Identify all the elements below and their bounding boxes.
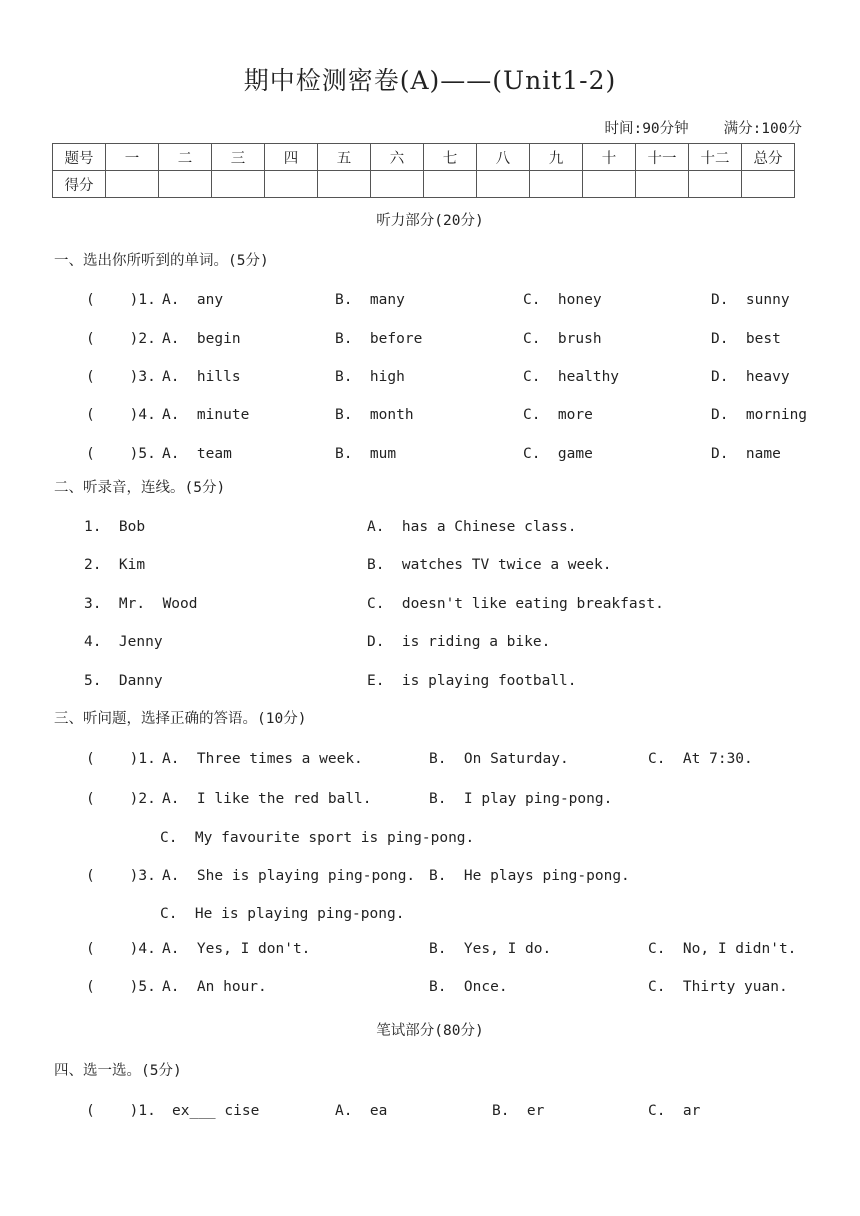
score-table-score-row — [53, 171, 795, 198]
score-blank-cell[interactable] — [583, 171, 636, 198]
score-cell: 四 — [265, 144, 318, 171]
section4-heading: 四、选一选。(5分) — [54, 1063, 182, 1079]
option-b: B. Yes, I do. — [429, 941, 552, 957]
score-cell: 九 — [530, 144, 583, 171]
score-cell: 十 — [583, 144, 636, 171]
score-cell: 总分 — [742, 144, 795, 171]
question-number[interactable]: ( )3. — [86, 369, 156, 385]
match-left-item[interactable]: 1. Bob — [84, 519, 146, 535]
match-right-item[interactable]: A. has a Chinese class. — [367, 519, 577, 535]
option-c: C. honey — [523, 292, 602, 308]
option-a: A. minute — [162, 407, 250, 423]
option-c: C. He is playing ping-pong. — [160, 906, 405, 922]
question-number[interactable]: ( )5. — [86, 979, 156, 995]
score-blank-cell[interactable] — [530, 171, 583, 198]
option-c: C. ar — [648, 1103, 701, 1119]
option-b: B. I play ping-pong. — [429, 791, 613, 807]
option-a: A. begin — [162, 331, 241, 347]
score-blank-cell[interactable] — [265, 171, 318, 198]
option-d: D. best — [711, 331, 781, 347]
question-number[interactable]: ( )1. — [86, 292, 156, 308]
score-cell: 七 — [424, 144, 477, 171]
score-blank-cell[interactable] — [106, 171, 159, 198]
score-cell: 六 — [371, 144, 424, 171]
option-a: A. Three times a week. — [162, 751, 363, 767]
option-b: B. month — [335, 407, 414, 423]
option-a: A. team — [162, 446, 232, 462]
score-cell: 二 — [159, 144, 212, 171]
option-b: B. He plays ping-pong. — [429, 868, 630, 884]
score-cell: 一 — [106, 144, 159, 171]
score-blank-cell[interactable] — [477, 171, 530, 198]
option-b: B. before — [335, 331, 423, 347]
option-c: C. brush — [523, 331, 602, 347]
score-blank-cell[interactable] — [742, 171, 795, 198]
question-number[interactable]: ( )3. — [86, 868, 156, 884]
score-blank-cell[interactable] — [212, 171, 265, 198]
score-cell: 十二 — [689, 144, 742, 171]
fill-blank-word: ex___ cise — [172, 1103, 260, 1119]
option-c: C. more — [523, 407, 593, 423]
score-table-header-row — [53, 144, 795, 171]
match-right-item[interactable]: D. is riding a bike. — [367, 634, 551, 650]
option-a: A. An hour. — [162, 979, 267, 995]
option-a: A. She is playing ping-pong. — [162, 868, 416, 884]
option-c: C. game — [523, 446, 593, 462]
section1-heading: 一、选出你所听到的单词。(5分) — [54, 253, 269, 269]
option-c: C. At 7:30. — [648, 751, 753, 767]
score-blank-cell[interactable] — [636, 171, 689, 198]
section2-heading: 二、听录音，连线。(5分) — [54, 480, 226, 496]
question-number[interactable]: ( )2. — [86, 791, 156, 807]
option-b: B. On Saturday. — [429, 751, 569, 767]
option-d: D. name — [711, 446, 781, 462]
question-number[interactable]: ( )1. — [86, 1103, 156, 1119]
option-c: C. My favourite sport is ping-pong. — [160, 830, 475, 846]
option-a: A. Yes, I don't. — [162, 941, 311, 957]
option-b: B. mum — [335, 446, 397, 462]
question-number[interactable]: ( )1. — [86, 751, 156, 767]
listening-section-header: 听力部分(20分) — [376, 213, 484, 229]
score-cell: 三 — [212, 144, 265, 171]
score-blank-cell[interactable] — [159, 171, 212, 198]
score-blank-cell[interactable] — [689, 171, 742, 198]
score-row-label: 得分 — [53, 171, 106, 198]
option-c: C. Thirty yuan. — [648, 979, 788, 995]
option-a: A. any — [162, 292, 224, 308]
time-info: 时间:90分钟 满分:100分 — [604, 121, 802, 137]
score-cell: 十一 — [636, 144, 689, 171]
question-number[interactable]: ( )4. — [86, 941, 156, 957]
page-title: 期中检测密卷(A)——(Unit1-2) — [243, 66, 617, 95]
question-number[interactable]: ( )4. — [86, 407, 156, 423]
score-blank-cell[interactable] — [424, 171, 477, 198]
match-left-item[interactable]: 5. Danny — [84, 673, 163, 689]
question-number[interactable]: ( )5. — [86, 446, 156, 462]
option-c: C. No, I didn't. — [648, 941, 797, 957]
written-section-header: 笔试部分(80分) — [376, 1023, 484, 1039]
score-blank-cell[interactable] — [318, 171, 371, 198]
match-left-item[interactable]: 4. Jenny — [84, 634, 163, 650]
match-right-item[interactable]: B. watches TV twice a week. — [367, 557, 612, 573]
score-blank-cell[interactable] — [371, 171, 424, 198]
option-c: C. healthy — [523, 369, 620, 385]
section3-heading: 三、听问题，选择正确的答语。(10分) — [54, 711, 307, 727]
option-a: A. I like the red ball. — [162, 791, 372, 807]
match-right-item[interactable]: C. doesn't like eating breakfast. — [367, 596, 664, 612]
option-d: D. morning — [711, 407, 808, 423]
option-a: A. hills — [162, 369, 241, 385]
score-cell: 题号 — [53, 144, 106, 171]
match-left-item[interactable]: 2. Kim — [84, 557, 146, 573]
option-b: B. many — [335, 292, 405, 308]
question-number[interactable]: ( )2. — [86, 331, 156, 347]
score-cell: 八 — [477, 144, 530, 171]
option-b: B. high — [335, 369, 405, 385]
match-right-item[interactable]: E. is playing football. — [367, 673, 577, 689]
option-b: B. Once. — [429, 979, 508, 995]
score-table — [52, 143, 795, 198]
option-d: D. sunny — [711, 292, 790, 308]
option-b: B. er — [492, 1103, 545, 1119]
score-cell: 五 — [318, 144, 371, 171]
match-left-item[interactable]: 3. Mr. Wood — [84, 596, 198, 612]
option-a: A. ea — [335, 1103, 388, 1119]
option-d: D. heavy — [711, 369, 790, 385]
